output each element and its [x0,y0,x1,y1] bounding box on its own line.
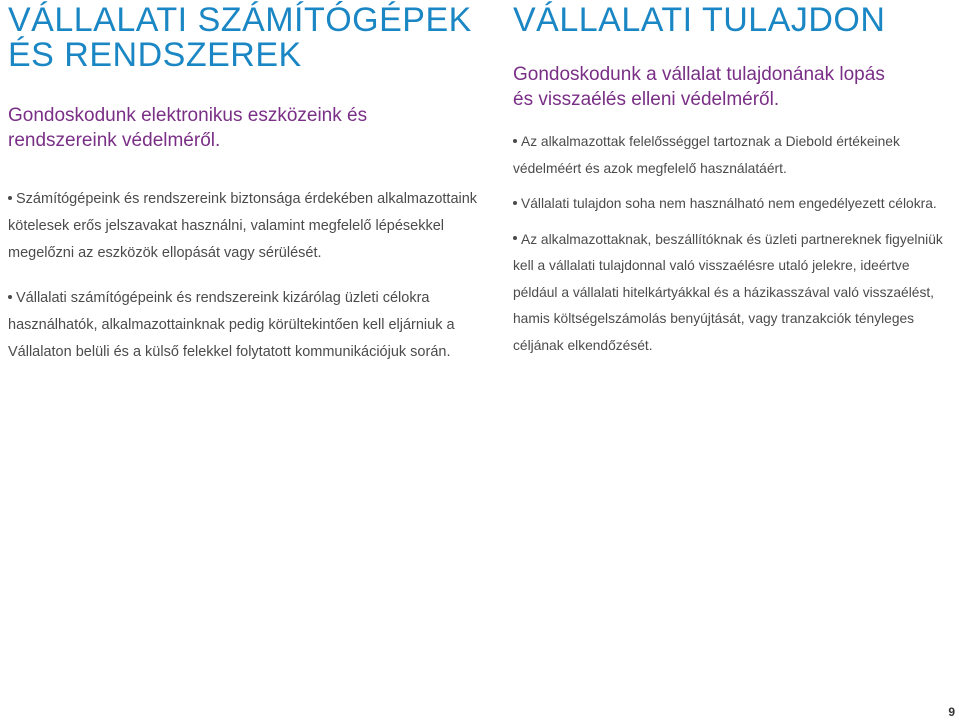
left-bullet-list [8,186,478,366]
list-item [8,285,478,366]
bullet-icon [8,295,12,299]
right-title: VÁLLALATI TULAJDON [513,1,886,39]
right-column [513,0,953,359]
list-item [513,227,953,360]
right-subtitle-line1: Gondoskodunk a vállalat tulajdonának lopás [513,64,885,85]
left-title-line2: ÉS RENDSZEREK [8,36,302,74]
page-number: 9 [948,705,955,719]
left-column [8,0,478,366]
bullet-text: Az alkalmazottaknak, beszállítóknak és üzleti partnereknek figyelniük kell a vállalati tulajdonnal való visszaélésre utaló jelekre, ideértve például a vállalati hitelkártyákkal és a házikasszával való visszaélést, hamis költségelszámolás benyújtását, vagy tranzakciók tényleges céljának elkendőzését. [513,231,943,353]
left-subtitle-line1: Gondoskodunk elektronikus eszközeink és [8,105,368,126]
bullet-icon [8,196,12,200]
bullet-icon [513,201,517,205]
bullet-text: Számítógépeink és rendszereink biztonsága érdekében alkalmazottaink kötelesek erős jelszavakat használni, valamint megfelelő lépésekkel megelőzni az eszközök ellopását vagy sérülését. [8,191,478,261]
list-item [513,191,953,218]
left-subtitle-line2: rendszereink védelméről. [8,130,221,151]
bullet-text: Vállalati tulajdon soha nem használható nem engedélyezett célokra. [521,196,937,211]
left-title [8,0,478,73]
list-item [8,186,478,267]
right-subtitle-line2: és visszaélés elleni védelméről. [513,89,780,110]
right-subtitle [513,62,953,112]
left-subtitle [8,103,478,153]
right-bullet-list [513,129,953,359]
bullet-text: Az alkalmazottak felelősséggel tartoznak a Diebold értékeinek védelméért és azok megfelelő használatáért. [513,134,900,176]
bullet-icon [513,139,517,143]
list-item [513,129,953,182]
bullet-text: Vállalati számítógépeink és rendszereink kizárólag üzleti célokra használhatók, alkalmazottainknak pedig körültekintően kell eljárniuk a Vállalaton belüli és a külső felekkel folytatott kommunikációjuk során. [8,290,455,360]
bullet-icon [513,236,517,240]
left-title-line1: VÁLLALATI SZÁMÍTÓGÉPEK [8,1,472,39]
